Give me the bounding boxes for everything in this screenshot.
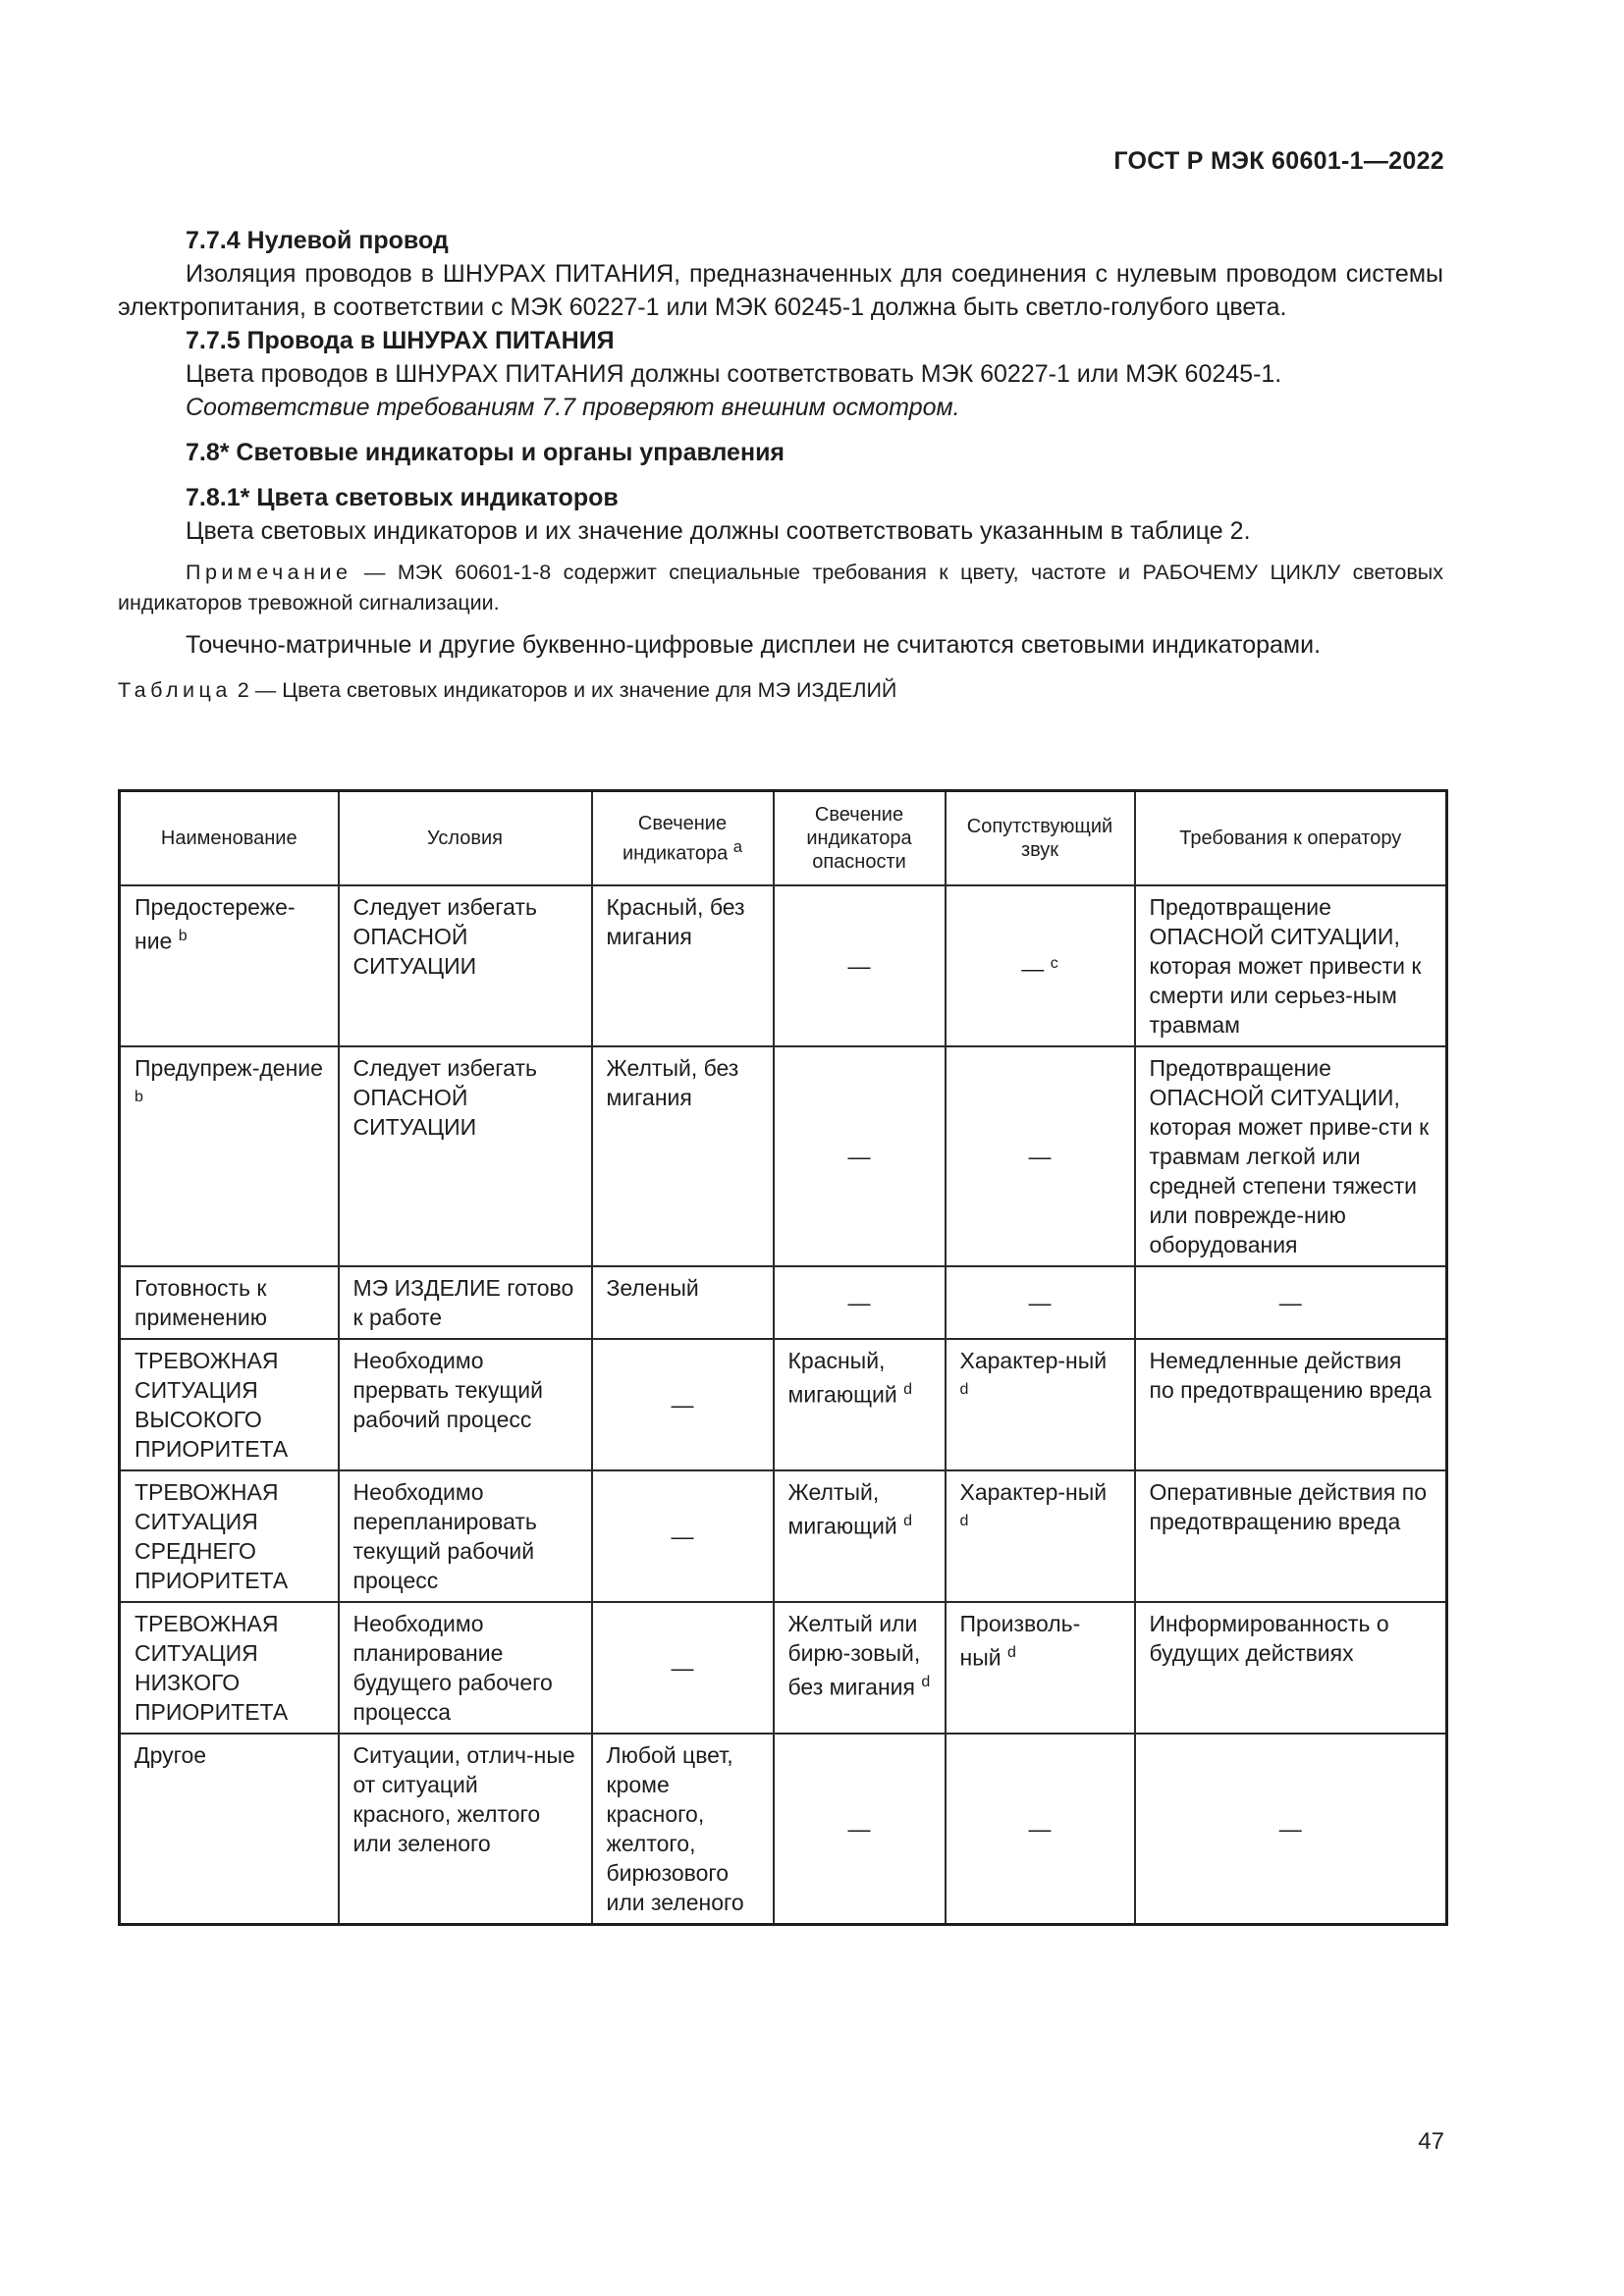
cell-text: — bbox=[671, 1523, 694, 1549]
table-cell bbox=[946, 1339, 1135, 1470]
cell-text: Предотвращение ОПАСНОЙ СИТУАЦИИ, которая может привести к смерти или серьез-ным травмам bbox=[1149, 894, 1422, 1038]
table-cell bbox=[774, 885, 946, 1046]
table-cell bbox=[592, 1602, 774, 1734]
table-cell bbox=[120, 1734, 339, 1925]
table-cell bbox=[774, 1470, 946, 1602]
table-cell bbox=[1135, 1734, 1447, 1925]
cell-text: — bbox=[847, 1144, 871, 1169]
footnote-mark: d bbox=[903, 1381, 913, 1398]
table-header-row bbox=[120, 791, 1447, 886]
column-header bbox=[120, 791, 339, 886]
table-row bbox=[120, 1046, 1447, 1266]
table-cell bbox=[592, 1470, 774, 1602]
table-cell bbox=[946, 1046, 1135, 1266]
section-7-8-1-text2: Точечно-матричные и другие буквенно-цифровые дисплеи не считаются световыми индикаторами. bbox=[186, 631, 1322, 659]
footnote-mark: d bbox=[959, 1381, 969, 1398]
cell-text: Другое bbox=[135, 1742, 207, 1768]
note bbox=[118, 558, 1443, 618]
cell-text: Ситуации, отлич-ные от ситуаций красного, желтого или зеленого bbox=[352, 1742, 575, 1856]
cell-text: — bbox=[847, 953, 871, 979]
cell-text: Зеленый bbox=[606, 1275, 699, 1301]
table-caption bbox=[118, 675, 1443, 705]
table-2-indicator-colors bbox=[118, 789, 1448, 1926]
column-header-label: Свечение индикатора опасности bbox=[806, 804, 912, 873]
table-cell bbox=[946, 1470, 1135, 1602]
section-7-7-5-text: Цвета проводов в ШНУРАХ ПИТАНИЯ должны соответствовать МЭК 60227-1 или МЭК 60245-1. bbox=[186, 360, 1282, 388]
column-header-label: Требования к оператору bbox=[1179, 828, 1402, 849]
cell-text: Оперативные действия по предотвращению вреда bbox=[1149, 1479, 1427, 1534]
footnote-mark: d bbox=[921, 1674, 931, 1690]
cell-text: Любой цвет, кроме красного, желтого, бирюзового или зеленого bbox=[606, 1742, 744, 1915]
cell-text: — bbox=[1028, 1816, 1052, 1842]
cell-text: Желтый, мигающий bbox=[787, 1479, 897, 1539]
section-7-8-title: 7.8* Световые индикаторы и органы управления bbox=[186, 439, 785, 466]
table-cell bbox=[592, 885, 774, 1046]
cell-text: Необходимо перепланировать текущий рабочий процесс bbox=[352, 1479, 537, 1593]
table-row bbox=[120, 1470, 1447, 1602]
column-header-label: Наименование bbox=[160, 828, 298, 849]
cell-text: Готовность к применению bbox=[135, 1275, 267, 1330]
table-cell bbox=[774, 1339, 946, 1470]
cell-text: Следует избегать ОПАСНОЙ СИТУАЦИИ bbox=[352, 894, 537, 979]
table-cell bbox=[774, 1266, 946, 1339]
cell-text: Немедленные действия по предотвращению вреда bbox=[1149, 1348, 1432, 1403]
note-text: — МЭК 60601-1-8 содержит специальные требования к цвету, частоте и РАБОЧЕМУ ЦИКЛУ световых индикаторов тревожной сигнализации. bbox=[118, 561, 1443, 614]
table-cell bbox=[339, 885, 592, 1046]
cell-text: Красный, мигающий bbox=[787, 1348, 897, 1408]
section-7-7-4-title: 7.7.4 Нулевой провод bbox=[186, 227, 449, 254]
cell-text: — bbox=[847, 1816, 871, 1842]
table-cell bbox=[946, 1734, 1135, 1925]
section-7-8-1-title: 7.8.1* Цвета световых индикаторов bbox=[186, 484, 619, 511]
table-cell bbox=[774, 1602, 946, 1734]
cell-text: ТРЕВОЖНАЯ СИТУАЦИЯ ВЫСОКОГО ПРИОРИТЕТА bbox=[135, 1348, 289, 1462]
footnote-mark: b bbox=[135, 1089, 143, 1105]
table-row bbox=[120, 1734, 1447, 1925]
section-7-7-4-text: Изоляция проводов в ШНУРАХ ПИТАНИЯ, предназначенных для соединения с нулевым проводом системы электропитания, в соответствии с МЭК 60227-1 или МЭК 60245-1 должна быть светло-голубого цвета. bbox=[118, 260, 1443, 321]
footnote-mark: d bbox=[903, 1513, 913, 1529]
cell-text: — bbox=[1021, 955, 1045, 982]
table-cell bbox=[120, 1339, 339, 1470]
table-body bbox=[120, 885, 1447, 1925]
cell-text: Желтый или бирю-зовый, без мигания bbox=[787, 1611, 921, 1700]
table-cell bbox=[120, 885, 339, 1046]
table-cell bbox=[339, 1046, 592, 1266]
table-cell bbox=[1135, 1046, 1447, 1266]
table-row bbox=[120, 1339, 1447, 1470]
cell-text: Необходимо прервать текущий рабочий процесс bbox=[352, 1348, 543, 1432]
column-header bbox=[339, 791, 592, 886]
cell-text: ТРЕВОЖНАЯ СИТУАЦИЯ СРЕДНЕГО ПРИОРИТЕТА bbox=[135, 1479, 289, 1593]
cell-text: — bbox=[847, 1290, 871, 1315]
cell-text: Желтый, без мигания bbox=[606, 1055, 739, 1110]
column-header bbox=[946, 791, 1135, 886]
table-cell bbox=[1135, 885, 1447, 1046]
table-row bbox=[120, 1602, 1447, 1734]
table-row bbox=[120, 1266, 1447, 1339]
table-cell bbox=[946, 1602, 1135, 1734]
note-label: Примечание bbox=[186, 561, 352, 584]
cell-text: Предостереже-ние bbox=[135, 894, 296, 954]
footnote-mark: c bbox=[1050, 954, 1058, 972]
cell-text: Произволь-ный bbox=[959, 1611, 1081, 1671]
cell-text: Следует избегать ОПАСНОЙ СИТУАЦИИ bbox=[352, 1055, 537, 1140]
cell-text: Предотвращение ОПАСНОЙ СИТУАЦИИ, которая может приве-сти к травмам легкой или средней степени тяжести или поврежде-нию оборудования bbox=[1149, 1055, 1430, 1257]
column-header bbox=[1135, 791, 1447, 886]
cell-text: Характер-ный bbox=[959, 1479, 1108, 1505]
table-cell bbox=[120, 1046, 339, 1266]
table-cell bbox=[1135, 1602, 1447, 1734]
section-7-8-1-text: Цвета световых индикаторов и их значение должны соответствовать указанным в таблице 2. bbox=[186, 517, 1251, 545]
compliance-statement: Соответствие требованиям 7.7 проверяют внешним осмотром. bbox=[186, 394, 960, 421]
table-cell bbox=[592, 1266, 774, 1339]
table-cell bbox=[339, 1339, 592, 1470]
cell-text: — bbox=[1278, 1290, 1302, 1315]
table-cell bbox=[774, 1046, 946, 1266]
table-cell bbox=[339, 1266, 592, 1339]
document-code: ГОСТ Р МЭК 60601-1—2022 bbox=[1113, 147, 1444, 175]
table-cell bbox=[339, 1602, 592, 1734]
table-cell bbox=[592, 1734, 774, 1925]
cell-text: Информированность о будущих действиях bbox=[1149, 1611, 1389, 1666]
cell-text: МЭ ИЗДЕЛИЕ готово к работе bbox=[352, 1275, 574, 1330]
column-header-label: Сопутствующий звук bbox=[966, 816, 1113, 861]
cell-text: Предупреж-дение bbox=[135, 1055, 323, 1081]
table-caption-label: Таблица bbox=[118, 678, 232, 702]
cell-text: — bbox=[1028, 1144, 1052, 1169]
table-cell bbox=[339, 1734, 592, 1925]
table-row bbox=[120, 885, 1447, 1046]
table-cell bbox=[120, 1266, 339, 1339]
table-cell bbox=[339, 1470, 592, 1602]
table-cell bbox=[946, 1266, 1135, 1339]
table-cell bbox=[592, 1339, 774, 1470]
table-cell bbox=[592, 1046, 774, 1266]
cell-text: — bbox=[671, 1392, 694, 1417]
cell-text: ТРЕВОЖНАЯ СИТУАЦИЯ НИЗКОГО ПРИОРИТЕТА bbox=[135, 1611, 289, 1725]
cell-text: — bbox=[671, 1655, 694, 1681]
table-cell bbox=[946, 885, 1135, 1046]
footnote-mark: b bbox=[178, 928, 188, 944]
footnote-mark: d bbox=[959, 1513, 969, 1529]
cell-text: Характер-ный bbox=[959, 1348, 1108, 1373]
table-cell bbox=[120, 1602, 339, 1734]
table-cell bbox=[120, 1470, 339, 1602]
cell-text: — bbox=[1028, 1290, 1052, 1315]
document-body bbox=[118, 224, 1443, 705]
cell-text: Красный, без мигания bbox=[606, 894, 745, 949]
column-header-label: Свечение индикатора bbox=[622, 812, 729, 865]
table-cell bbox=[774, 1734, 946, 1925]
column-header-label: Условия bbox=[426, 828, 503, 849]
table-cell bbox=[1135, 1339, 1447, 1470]
section-7-7-5-title: 7.7.5 Провода в ШНУРАХ ПИТАНИЯ bbox=[186, 327, 615, 354]
column-header bbox=[592, 791, 774, 886]
cell-text: — bbox=[1278, 1816, 1302, 1842]
table-caption-text: 2 — Цвета световых индикаторов и их значение для МЭ ИЗДЕЛИЙ bbox=[231, 678, 897, 702]
table-cell bbox=[1135, 1266, 1447, 1339]
column-header bbox=[774, 791, 946, 886]
page-number: 47 bbox=[1418, 2128, 1444, 2155]
footnote-mark: d bbox=[1006, 1644, 1016, 1661]
footnote-mark: a bbox=[732, 836, 743, 856]
cell-text: Необходимо планирование будущего рабочего процесса bbox=[352, 1611, 553, 1725]
table-cell bbox=[1135, 1470, 1447, 1602]
